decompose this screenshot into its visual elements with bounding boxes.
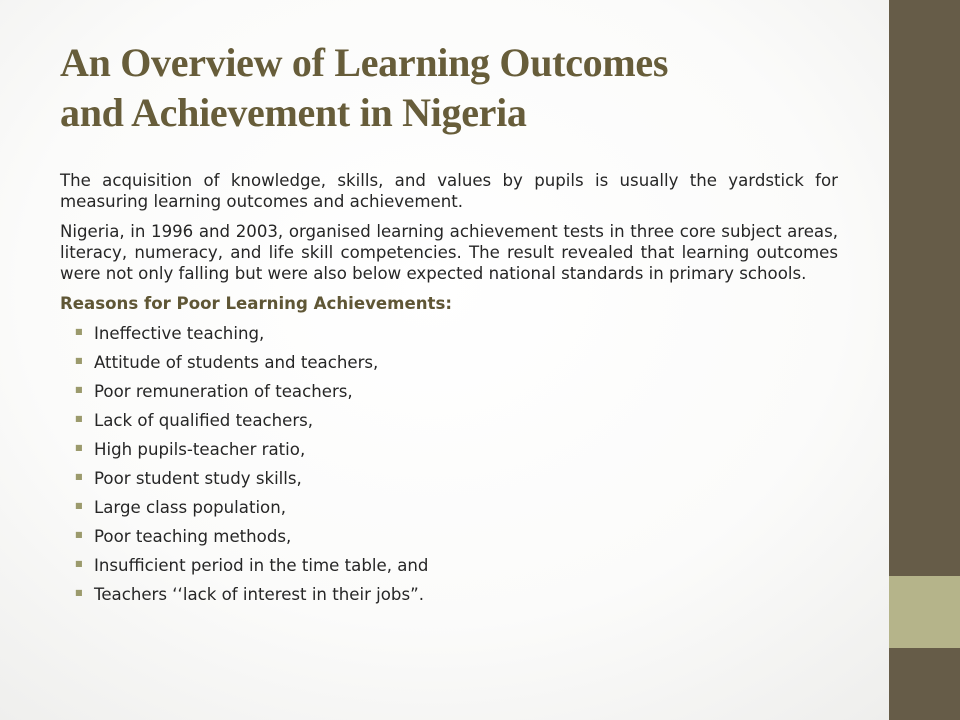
reason-text: Teachers ‘‘lack of interest in their jobs”. bbox=[94, 585, 424, 604]
reason-item bbox=[60, 439, 838, 468]
side-bar-middle-segment bbox=[889, 576, 960, 648]
reason-text: High pupils-teacher ratio, bbox=[94, 440, 306, 459]
square-bullet-icon: ■ bbox=[75, 559, 83, 568]
reason-text: Lack of qualified teachers, bbox=[94, 411, 314, 430]
reason-item bbox=[60, 410, 838, 439]
reason-item bbox=[60, 468, 838, 497]
square-bullet-icon: ■ bbox=[75, 501, 83, 510]
slide-title-line-1: An Overview of Learning Outcomes bbox=[60, 40, 669, 85]
square-bullet-icon: ■ bbox=[75, 385, 83, 394]
square-bullet-icon: ■ bbox=[75, 472, 83, 481]
side-bar-bottom-segment bbox=[889, 648, 960, 720]
reason-item bbox=[60, 497, 838, 526]
paragraph-nigeria-tests: Nigeria, in 1996 and 2003, organised learning achievement tests in three core subject areas, literacy, numeracy, and life skill competencies. The result revealed that learning outcomes were not only falling but were also below expected national standards in primary schools. bbox=[60, 222, 838, 283]
square-bullet-icon: ■ bbox=[75, 588, 83, 597]
paragraph-intro: The acquisition of knowledge, skills, and values by pupils is usually the yardstick for measuring learning outcomes and achievement. bbox=[60, 171, 838, 211]
square-bullet-icon: ■ bbox=[75, 327, 83, 336]
reason-text: Poor remuneration of teachers, bbox=[94, 382, 353, 401]
reason-text: Poor student study skills, bbox=[94, 469, 302, 488]
square-bullet-icon: ■ bbox=[75, 530, 83, 539]
square-bullet-icon: ■ bbox=[75, 356, 83, 365]
reason-text: Attitude of students and teachers, bbox=[94, 353, 379, 372]
square-bullet-icon: ■ bbox=[75, 443, 83, 452]
reason-item bbox=[60, 555, 838, 584]
reason-item bbox=[60, 584, 838, 613]
reason-text: Large class population, bbox=[94, 498, 287, 517]
side-bar-top-segment bbox=[889, 0, 960, 576]
slide-body bbox=[60, 170, 838, 613]
reason-text: Insufficient period in the time table, and bbox=[94, 556, 429, 575]
slide-title bbox=[60, 38, 860, 138]
reason-item bbox=[60, 323, 838, 352]
slide-title-line-2: and Achievement in Nigeria bbox=[60, 90, 527, 135]
decorative-side-bar bbox=[889, 0, 960, 720]
reason-item bbox=[60, 526, 838, 555]
reason-text: Ineffective teaching, bbox=[94, 324, 265, 343]
reasons-heading: Reasons for Poor Learning Achievements: bbox=[60, 294, 452, 313]
reason-item bbox=[60, 352, 838, 381]
reason-item bbox=[60, 381, 838, 410]
square-bullet-icon: ■ bbox=[75, 414, 83, 423]
reasons-list bbox=[60, 323, 838, 613]
reason-text: Poor teaching methods, bbox=[94, 527, 292, 546]
